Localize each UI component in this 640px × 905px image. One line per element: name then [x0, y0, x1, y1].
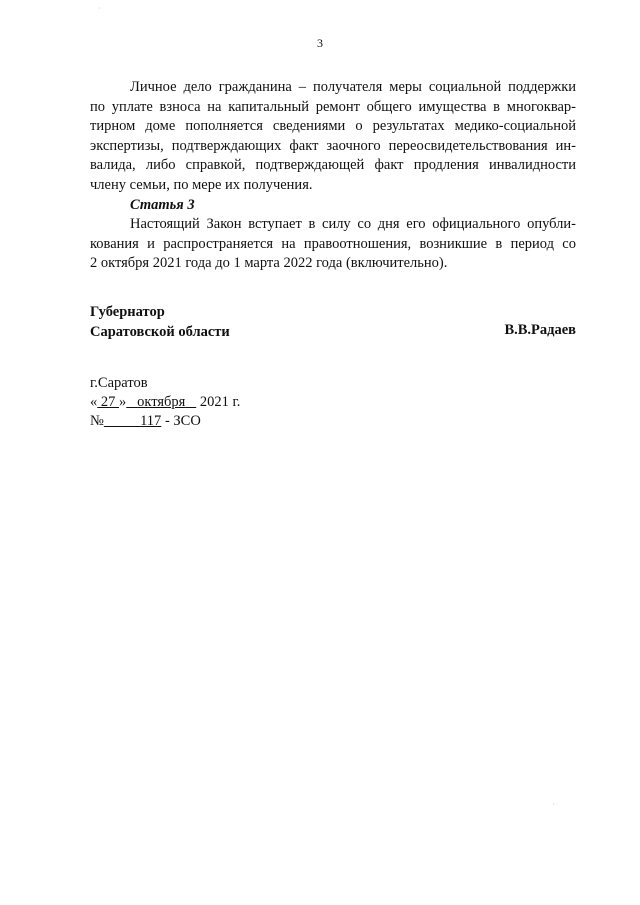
- date-gap: [126, 394, 137, 410]
- signatory-title-line1: Губернатор: [90, 304, 165, 320]
- place-date-number-block: [90, 374, 240, 431]
- number-value: 117: [140, 413, 162, 429]
- place: г.Саратов: [90, 375, 148, 391]
- text-line: по уплате взноса на капитальный ремонт общего имущества в многоквар-: [90, 98, 576, 115]
- number-blank: [104, 413, 140, 429]
- text-line: валида, либо справкой, подтверждающей факт продления инвалидности: [90, 157, 576, 173]
- text-line: Личное дело гражданина – получателя меры социальной поддержки: [130, 79, 576, 95]
- signatory-name: В.В.Радаев: [504, 322, 576, 338]
- text-line: кования и распространяется на правоотношения, возникшие в период со: [90, 235, 576, 252]
- paragraph-personal-file: [90, 78, 576, 195]
- number-symbol: №: [90, 413, 104, 429]
- text-line: члену семьи, по мере их получения.: [90, 176, 313, 193]
- date-month: октября: [137, 394, 186, 410]
- text-line: 2 октября 2021 года до 1 марта 2022 года (включительно).: [90, 255, 448, 271]
- date-year: 2021 г.: [196, 394, 241, 410]
- signatory-title: [90, 302, 230, 342]
- article-heading: Статья 3: [130, 197, 195, 213]
- date-day: 27: [97, 394, 119, 410]
- scan-speck: ·: [552, 800, 555, 809]
- text-line: тирном доме пополняется сведениями о результатах медико-социальной: [90, 118, 576, 134]
- page-number: 3: [317, 36, 323, 50]
- date-close-quote: »: [119, 394, 127, 410]
- text-line: экспертизы, подтверждающих факт заочного переосвидетельствования ин-: [90, 137, 576, 154]
- text-line: Настоящий Закон вступает в силу со дня его официального опубли-: [130, 216, 576, 232]
- scan-speck: ·: [98, 4, 101, 13]
- number-line: [90, 412, 240, 431]
- number-suffix: - ЗСО: [161, 413, 201, 429]
- date-line: [90, 393, 240, 412]
- paragraph-entry-into-force: [90, 215, 576, 274]
- date-trail: [185, 394, 196, 410]
- signatory-title-line2: Саратовской области: [90, 324, 230, 340]
- date-open-quote: «: [90, 394, 98, 410]
